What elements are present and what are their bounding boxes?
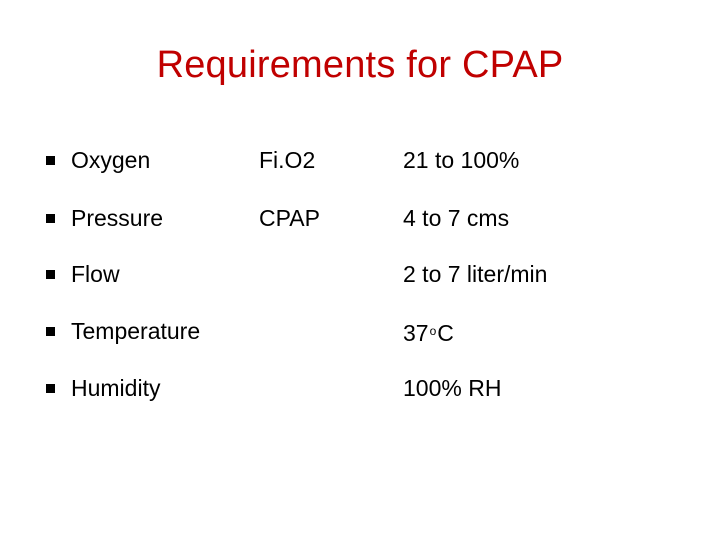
list-item-temperature: [0, 314, 720, 348]
parameter-abbreviation: CPAP: [259, 205, 320, 231]
temperature-unit: C: [437, 320, 454, 346]
parameter-abbreviation: Fi.O2: [259, 147, 316, 173]
list-item-pressure: [0, 201, 720, 235]
temperature-number: 37: [403, 320, 429, 346]
square-bullet-icon: [46, 384, 55, 393]
list-item-humidity: [0, 371, 720, 405]
square-bullet-icon: [46, 156, 55, 165]
parameter-label: Pressure: [71, 205, 164, 231]
square-bullet-icon: [46, 214, 55, 223]
parameter-value: [403, 314, 454, 350]
square-bullet-icon: [46, 270, 55, 279]
square-bullet-icon: [46, 327, 55, 336]
degree-symbol: o: [429, 324, 437, 338]
parameter-value: 4 to 7 cms: [403, 205, 510, 231]
parameter-value: 2 to 7 liter/min: [403, 261, 548, 287]
parameter-label: Flow: [71, 261, 120, 287]
parameter-value: 100% RH: [403, 375, 502, 401]
parameter-value: 21 to 100%: [403, 147, 520, 173]
parameter-label: Temperature: [71, 318, 201, 344]
parameter-label: Oxygen: [71, 147, 151, 173]
list-item-flow: [0, 257, 720, 291]
slide-title: Requirements for CPAP: [156, 44, 564, 86]
list-item-oxygen: [0, 143, 720, 177]
parameter-label: Humidity: [71, 375, 161, 401]
